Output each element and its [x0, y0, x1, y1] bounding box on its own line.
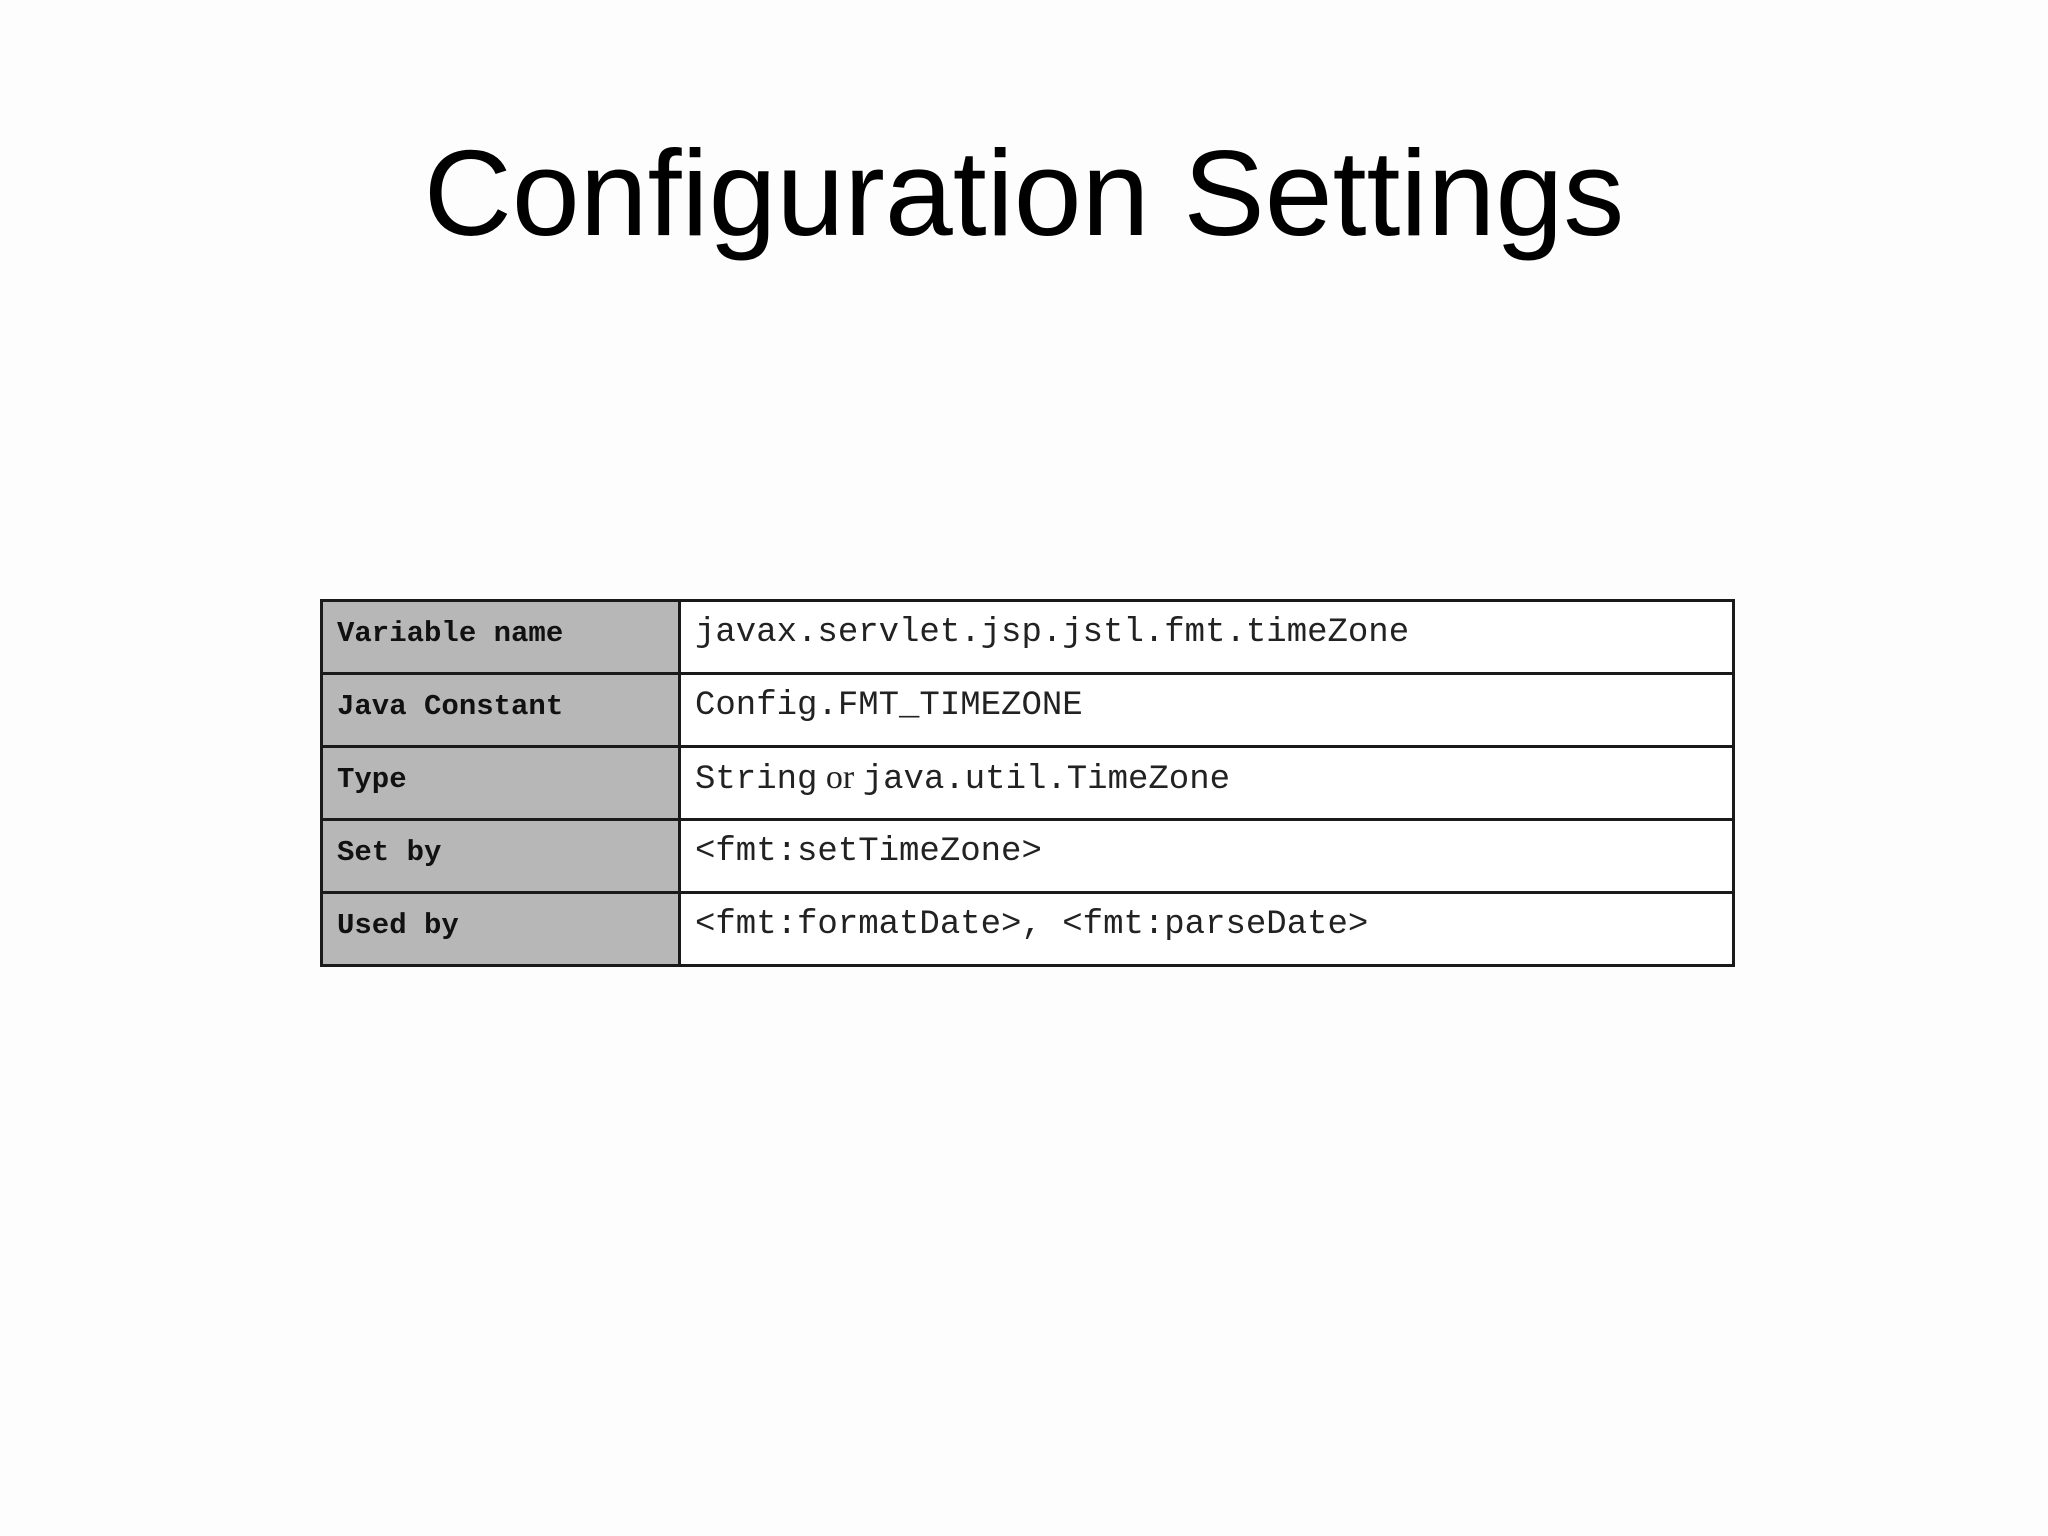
table-row-set-by [322, 820, 1734, 893]
table-row-java-constant [322, 674, 1734, 747]
type-value-string: String [695, 761, 818, 799]
row-label-type: Type [322, 747, 680, 820]
row-value-type [680, 747, 1734, 820]
row-value-set-by: <fmt:setTimeZone> [680, 820, 1734, 893]
row-value-java-constant: Config.FMT_TIMEZONE [680, 674, 1734, 747]
config-settings-table [320, 599, 1735, 967]
table-row-variable-name [322, 601, 1734, 674]
slide-title: Configuration Settings [423, 125, 1625, 261]
table-row-used-by [322, 893, 1734, 966]
row-label-variable-name: Variable name [322, 601, 680, 674]
row-label-used-by: Used by [322, 893, 680, 966]
row-label-set-by: Set by [322, 820, 680, 893]
row-label-java-constant: Java Constant [322, 674, 680, 747]
type-value-timezone: java.util.TimeZone [862, 761, 1231, 799]
table-row-type [322, 747, 1734, 820]
row-value-used-by: <fmt:formatDate>, <fmt:parseDate> [680, 893, 1734, 966]
type-value-or: or [817, 759, 863, 796]
row-value-variable-name: javax.servlet.jsp.jstl.fmt.timeZone [680, 601, 1734, 674]
